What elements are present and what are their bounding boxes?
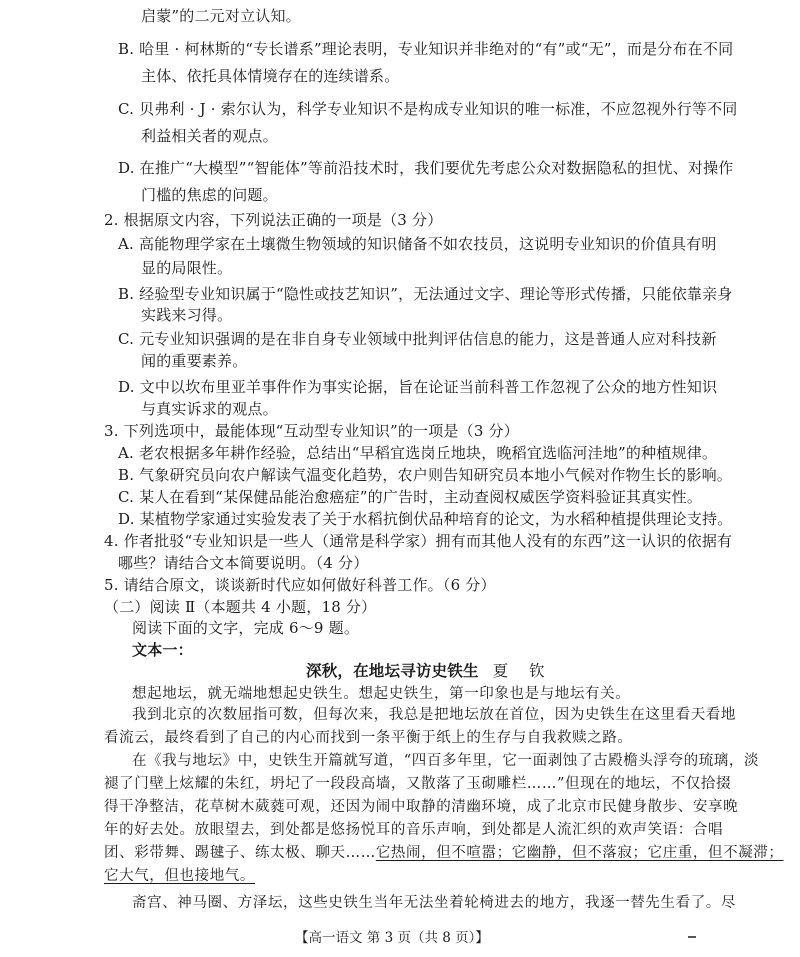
article-title: 深秋，在地坛寻访史铁生 xyxy=(306,661,479,680)
q2-option-b-line1: B. 经验型专业知识属于“隐性或技艺知识”，无法通过文字、理论等形式传播，只能依靠亲身 xyxy=(118,285,733,303)
article-paragraph-3-line1: 在《我与地坛》中，史铁生开篇就写道，“四百多年里，它一面剥蚀了古殿檐头浮夸的琉璃，淡 xyxy=(132,753,760,769)
q4-stem-line2: 哪些？请结合文本简要说明。（4 分） xyxy=(118,554,369,572)
q3-option-c: C. 某人在看到“某保健品能治愈癌症”的广告时，主动查阅权威医学资料验证其真实性。 xyxy=(118,488,703,506)
article-paragraph-3-line2: 褪了门壁上炫耀的朱红，坍圮了一段段高墙，又散落了玉砌雕栏……”但现在的地坛，不仅拾掇 xyxy=(104,776,732,792)
q2-option-d-line2: 与真实诉求的观点。 xyxy=(141,400,278,418)
q1-option-c-line1: C. 贝弗利 · J · 索尔认为，科学专业知识不是构成专业知识的唯一标准，不应忽视外行等不同 xyxy=(118,100,738,118)
q1-option-a-continuation: 启蒙”的二元对立认知。 xyxy=(141,7,301,25)
q4-stem-line1: 4. 作者批驳“专业知识是一些人（通常是科学家）拥有而其他人没有的东西”这一认识的依据有 xyxy=(104,532,733,550)
article-paragraph-2-line1: 我到北京的次数屈指可数，但每次来，我总是把地坛放在首位，因为史铁生在这里看天看地 xyxy=(132,707,736,723)
article-paragraph-3-line5 xyxy=(104,843,784,863)
q2-option-b-line2: 实践来习得。 xyxy=(141,306,233,324)
underlined-sentence-part2: 它大气，但也接地气。 xyxy=(104,868,255,884)
corner-mark xyxy=(688,936,696,938)
q3-option-d: D. 某植物学家通过实验发表了关于水稻抗倒伏品种培育的论文，为水稻种植提供理论支持。 xyxy=(118,510,733,528)
article-paragraph-2-line2: 看流云，最终看到了自己的内心而找到一条平衡于纸上的生存与自我救赎之路。 xyxy=(104,730,633,746)
underlined-sentence-part1: 它热闹，但不喧嚣；它幽静，但不落寂；它庄重，但不凝滞； xyxy=(375,845,784,861)
article-paragraph-3-line4: 年的好去处。放眼望去，到处都是悠扬悦耳的音乐声响，到处都是人流汇织的欢声笑语：合唱 xyxy=(104,822,724,838)
q1-option-b-line2: 主体、依托具体情境存在的连续谱系。 xyxy=(141,67,400,85)
q1-option-c-line2: 利益相关者的观点。 xyxy=(141,127,278,145)
q5-stem: 5. 请结合原文，谈谈新时代应如何做好科普工作。（6 分） xyxy=(104,576,496,594)
q3-option-b: B. 气象研究员向农户解读气温变化趋势，农户则告知研究员本地小气候对作物生长的影响。 xyxy=(118,466,732,484)
article-paragraph-3-line3: 得干净整洁，花草树木葳蕤可观，还因为闹中取静的清幽环境，成了北京市民健身散步、安享晚 xyxy=(104,799,739,815)
q1-option-d-line2: 门槛的焦虑的问题。 xyxy=(141,186,278,204)
article-paragraph-1: 想起地坛，就无端地想起史铁生。想起史铁生，第一印象也是与地坛有关。 xyxy=(132,686,631,702)
q2-option-c-line1: C. 元专业知识强调的是在非自身专业领域中批判评估信息的能力，这是普通人应对科技新 xyxy=(118,330,717,348)
q2-stem: 2. 根据原文内容，下列说法正确的一项是（3 分） xyxy=(104,211,443,229)
q2-option-a-line1: A. 高能物理学家在土壤微生物领域的知识储备不如农技员，这说明专业知识的价值具有明 xyxy=(118,235,717,253)
text-one-label: 文本一： xyxy=(132,641,193,659)
article-paragraph-4-line1: 斋宫、神马圈、方泽坛，这些史铁生当年无法坐着轮椅进去的地方，我逐一替先生看了。尽 xyxy=(132,895,736,911)
q1-option-b-line1: B. 哈里 · 柯林斯的“专长谱系”理论表明，专业知识并非绝对的“有”或“无”，而是分布在不同 xyxy=(118,40,734,58)
section2-heading: （二）阅读 Ⅱ（本题共 4 小题，18 分） xyxy=(104,598,377,616)
q2-option-c-line2: 闻的重要素养。 xyxy=(141,352,248,370)
article-author: 夏 钦 xyxy=(492,662,553,680)
q1-option-d-line1: D. 在推广“大模型”“智能体”等前沿技术时，我们要优先考虑公众对数据隐私的担忧、对操作 xyxy=(118,159,734,177)
article-title-line xyxy=(306,661,553,681)
q3-stem: 3. 下列选项中，最能体现“互动型专业知识”的一项是（3 分） xyxy=(104,422,519,440)
q3-option-a: A. 老农根据多年耕作经验，总结出“早稻宜选岗丘地块，晚稻宜选临河洼地”的种植规律。 xyxy=(118,444,718,462)
article-paragraph-3-line5-plain: 团、彩带舞、踢毽子、练太极、聊天…… xyxy=(104,845,376,861)
page-footer: 【高一语文 第 3 页（共 8 页）】 xyxy=(295,930,489,946)
section2-instruction: 阅读下面的文字，完成 6～9 题。 xyxy=(132,619,360,637)
q2-option-a-line2: 显的局限性。 xyxy=(141,259,233,277)
q2-option-d-line1: D. 文中以坎布里亚羊事件作为事实论据，旨在论证当前科普工作忽视了公众的地方性知识 xyxy=(118,378,718,396)
